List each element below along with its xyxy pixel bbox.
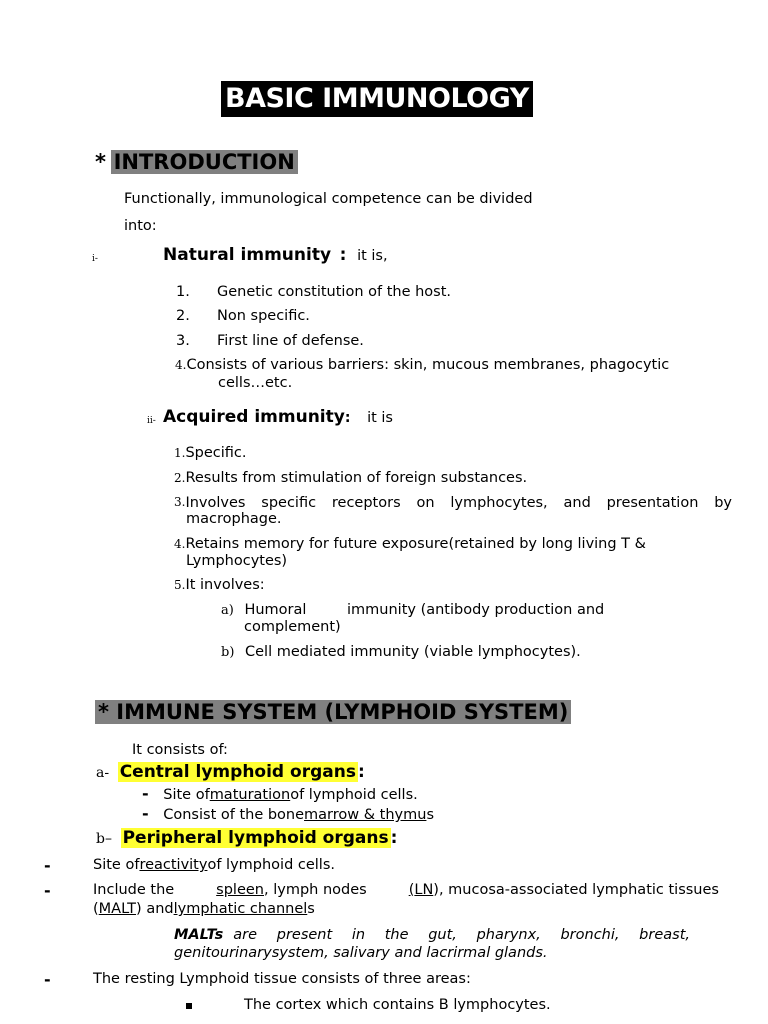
intro-line-2: into: bbox=[124, 218, 157, 234]
acquired-colon: : bbox=[344, 410, 351, 426]
acquired-tail: it is bbox=[367, 410, 393, 426]
list-item: 4.Retains memory for future exposure(retained by long living T & bbox=[174, 536, 646, 552]
list-item-a: a) Humoral immunity (antibody production and bbox=[221, 602, 605, 618]
list-item-continued: macrophage. bbox=[186, 511, 282, 527]
dash-bullet: - bbox=[44, 856, 51, 875]
peripheral-lymphoid-label: Peripheral lymphoid organs bbox=[122, 828, 389, 848]
consists-of-text: It consists of: bbox=[132, 742, 228, 758]
list-item: 3. First line of defense. bbox=[176, 333, 364, 349]
list-item: 2. Non specific. bbox=[176, 308, 310, 324]
acquired-immunity-heading bbox=[163, 407, 393, 427]
malts-line-1: MALTs are present in the gut, pharynx, bronchi, breast, bbox=[174, 927, 690, 943]
acquired-immunity-label: Acquired immunity bbox=[163, 407, 345, 427]
page-title: BASIC IMMUNOLOGY bbox=[221, 81, 533, 117]
immune-system-label: * IMMUNE SYSTEM (LYMPHOID SYSTEM) bbox=[95, 700, 571, 724]
immune-system-heading bbox=[95, 700, 571, 724]
list-item: 1. Genetic constitution of the host. bbox=[176, 284, 452, 300]
introduction-label: INTRODUCTION bbox=[111, 150, 298, 174]
malts-line-2: genitourinarysystem, salivary and lacrirmal glands. bbox=[174, 945, 548, 961]
peripheral-lymphoid-heading: b– Peripheral lymphoid organs : bbox=[96, 828, 398, 848]
list-item: - Site ofmaturationof lymphoid cells. bbox=[142, 784, 418, 803]
bullet-star: * bbox=[95, 150, 106, 174]
natural-tail: it is, bbox=[357, 248, 388, 264]
list-item: 3. Involves specific receptors on lymphocytes, and presentation by bbox=[174, 495, 732, 511]
list-item: The resting Lymphoid tissue consists of three areas: bbox=[93, 971, 471, 987]
list-item: - Consist of the bonemarrow & thymus bbox=[142, 804, 434, 823]
list-item-continued: Lymphocytes) bbox=[186, 553, 288, 569]
list-item-continued: cells…etc. bbox=[218, 375, 293, 391]
natural-colon: : bbox=[339, 245, 347, 265]
central-lymphoid-label: Central lymphoid organs bbox=[119, 762, 356, 782]
roman-marker-ii: ii- bbox=[147, 416, 156, 426]
list-item: 4.Consists of various barriers: skin, mucous membranes, phagocytic bbox=[175, 357, 670, 373]
list-item: 2.Results from stimulation of foreign substances. bbox=[174, 470, 528, 486]
roman-marker-i: i- bbox=[92, 254, 98, 264]
list-item-continued: complement) bbox=[244, 619, 341, 635]
introduction-heading bbox=[95, 150, 298, 174]
natural-immunity-heading bbox=[163, 245, 388, 265]
natural-immunity-label: Natural immunity bbox=[163, 245, 332, 265]
square-bullet-icon bbox=[186, 997, 192, 1013]
list-item-b: b) Cell mediated immunity (viable lymphocytes). bbox=[221, 644, 581, 660]
intro-line-1: Functionally, immunological competence can be divided bbox=[124, 191, 533, 207]
dash-bullet: - bbox=[44, 881, 51, 900]
list-item-continued: (MALT) andlymphatic channels bbox=[93, 901, 315, 917]
list-item: The cortex which contains B lymphocytes. bbox=[244, 997, 551, 1013]
list-item: 5.It involves: bbox=[174, 577, 265, 593]
dash-bullet: - bbox=[44, 970, 51, 989]
list-item: 1.Specific. bbox=[174, 445, 247, 461]
list-item: Site ofreactivityof lymphoid cells. bbox=[93, 857, 335, 873]
central-lymphoid-heading: a- Central lymphoid organs : bbox=[96, 762, 365, 782]
list-item: Include the spleen, lymph nodes (LN), mucosa-associated lymphatic tissues bbox=[93, 882, 719, 898]
